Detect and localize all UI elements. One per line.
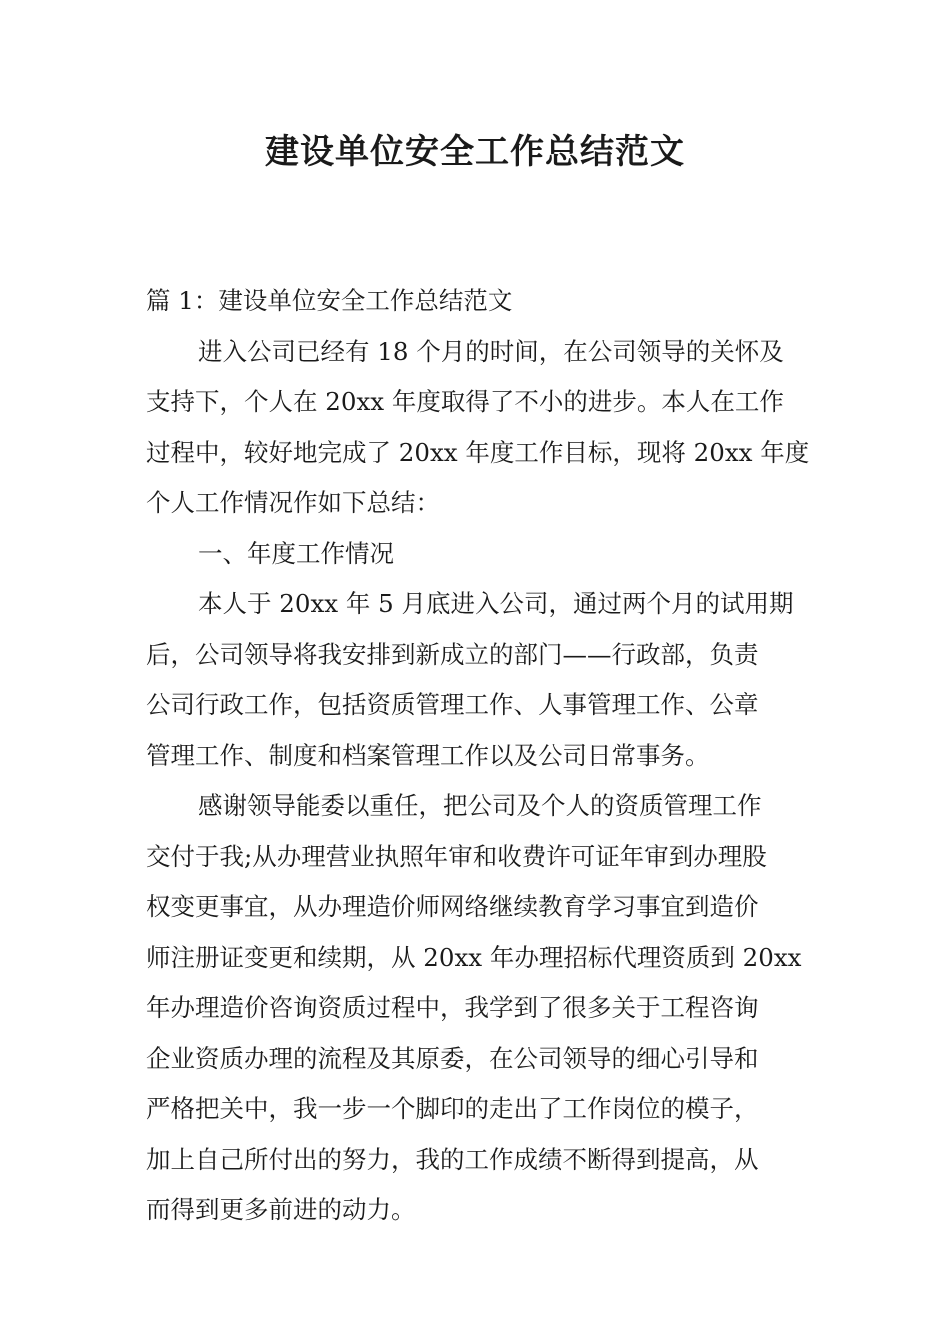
document-title: 建设单位安全工作总结范文 [265,132,685,172]
paragraph-line: 交付于我;从办理营业执照年审和收费许可证年审到办理股 [146,841,767,871]
paragraph-line: 而得到更多前进的动力。 [146,1195,416,1224]
paragraph-line: 本人于 20xx 年 5 月底进入公司，通过两个月的试用期 [198,589,794,618]
paragraph-qualification-work [146,781,810,1236]
paragraph-line: 过程中，较好地完成了 20xx 年度工作目标，现将 20xx 年度 [146,437,810,467]
paragraph-line: 管理工作、制度和档案管理工作以及公司日常事务。 [146,740,710,770]
paragraph-line: 严格把关中，我一步一个脚印的走出了工作岗位的模子， [146,1094,759,1123]
paragraph-line: 后，公司领导将我安排到新成立的部门——行政部，负责 [146,639,759,669]
paragraph-line: 师注册证变更和续期，从 20xx 年办理招标代理资质到 20xx [146,942,802,972]
paragraph-line: 个人工作情况作如下总结： [146,488,440,517]
paragraph-line: 进入公司已经有 18 个月的时间，在公司领导的关怀及 [198,336,784,366]
paragraph-line: 权变更事宜，从办理造价师网络继续教育学习事宜到造价 [146,892,759,921]
paragraph-line: 加上自己所付出的努力，我的工作成绩不断得到提高，从 [146,1144,759,1174]
document-body [146,276,810,1236]
paragraph-line: 感谢领导能委以重任，把公司及个人的资质管理工作 [198,791,762,820]
paragraph-line: 年办理造价咨询资质过程中，我学到了很多关于工程咨询 [146,993,759,1022]
subsection-heading: 一、年度工作情况 [198,538,394,568]
paragraph-line: 企业资质办理的流程及其原委，在公司领导的细心引导和 [146,1043,759,1073]
paragraph-intro [146,327,810,529]
paragraph-line: 公司行政工作，包括资质管理工作、人事管理工作、公章 [146,690,759,719]
section-heading: 篇 1：建设单位安全工作总结范文 [146,286,513,315]
paragraph-line: 支持下，个人在 20xx 年度取得了不小的进步。本人在工作 [146,387,784,416]
paragraph-work-overview [146,579,810,781]
